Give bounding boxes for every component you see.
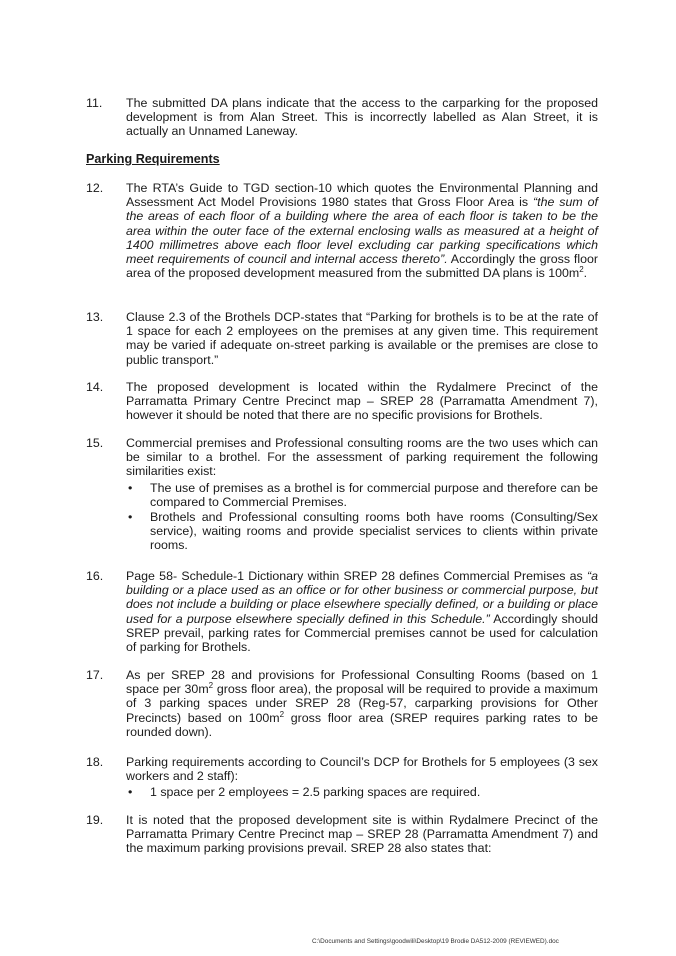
quoted-definition: “a building or a place used as an office or for other business or commercial purpose, but does not include a building or place elsewhere specially defined, or a building or place used for a purpose elsewhere specially defined in this Schedule.” [126,569,598,626]
text-run: As per SREP 28 and provisions for Professional Consulting Rooms (based on 1 space per 30m [126,668,598,697]
bullet-list [126,785,598,799]
paragraph-11 [86,96,598,139]
superscript: 2 [579,265,584,275]
paragraph-number: 19. [86,813,104,827]
paragraph-14 [86,380,598,423]
section-heading: Parking Requirements [86,152,220,166]
paragraph-text: Commercial premises and Professional consulting rooms are the two uses which can be similar to a brothel. For the assessment of parking requirement the following similarities exist: [126,436,598,479]
superscript: 2 [279,709,285,719]
bullet-item: • 1 space per 2 employees = 2.5 parking spaces are required. [126,785,598,799]
paragraph-19 [86,813,598,856]
file-path-footer: C:\Documents and Settings\goodwili\Desktop\19 Brodie DA512-2009 (REVIEWED).doc [312,938,559,945]
paragraph-text [126,181,598,280]
text-run: Accordingly should SREP prevail, parking rates for Commercial premises cannot be used for calculation of parking for Brothels. [126,611,598,655]
paragraph-12 [86,181,598,280]
superscript: 2 [208,681,214,691]
text-run: Page 58- Schedule-1 Dictionary within SREP 28 defines Commercial Premises as [126,569,587,583]
paragraph-number: 16. [86,569,104,583]
paragraph-text: It is noted that the proposed development site is within Rydalmere Precinct of the Parramatta Primary Centre Precinct map – SREP 28 (Parramatta Amendment 7) and the maximum parking provisions prevail. SREP 28 also states that: [126,813,598,856]
paragraph-16 [86,569,598,654]
paragraph-number: 18. [86,755,104,769]
paragraph-text: Clause 2.3 of the Brothels DCP-states that “Parking for brothels is to be at the rate of 1 space for each 2 employees on the premises at any given time. This requirement may be varied if adequate on-street parking is available or the premises are close to public transport.” [126,310,598,367]
paragraph-text: Parking requirements according to Council’s DCP for Brothels for 5 employees (3 sex workers and 2 staff): [126,755,598,784]
paragraph-number: 12. [86,181,104,195]
paragraph-number: 13. [86,310,104,324]
paragraph-number: 17. [86,668,104,682]
paragraph-13 [86,310,598,367]
paragraph-15 [86,436,598,554]
text-run: gross floor area (SREP requires parking rates to be rounded down). [126,710,598,739]
paragraph-number: 11. [86,96,103,110]
paragraph-18 [86,755,598,801]
paragraph-number: 15. [86,436,104,450]
text-run: The RTA’s Guide to TGD section-10 which quotes the Environmental Planning and Assessment Act Model Provisions 1980 states that Gross Floor Area is [126,181,598,210]
paragraph-text [126,569,598,654]
paragraph-number: 14. [86,380,104,394]
text-run: gross floor area), the proposal will be required to provide a maximum of 3 parking spaces under SREP 28 (Reg-57, carparking provisions for Other Precincts) based on 100m [126,682,598,725]
text-run: . [583,266,588,281]
paragraph-text: The submitted DA plans indicate that the access to the carparking for the proposed development is from Alan Street. This is incorrectly labelled as Alan Street, it is actually an Unnamed Laneway. [126,96,598,139]
text-run: Accordingly the gross floor area of the proposed development measured from the submitted DA plans is 100m [126,252,598,281]
paragraph-text: The proposed development is located within the Rydalmere Precinct of the Parramatta Primary Centre Precinct map – SREP 28 (Parramatta Amendment 7), however it should be noted that there are no specific provisions for Brothels. [126,380,598,423]
paragraph-text [126,668,598,739]
bullet-item: • Brothels and Professional consulting rooms both have rooms (Consulting/Sex service), waiting rooms and provide specialist services to clients within private rooms. [126,510,598,553]
bullet-item: • The use of premises as a brothel is for commercial purpose and therefore can be compared to Commercial Premises. [126,481,598,509]
paragraph-17 [86,668,598,739]
bullet-list [126,481,598,553]
quoted-definition: “the sum of the areas of each floor of a building where the area of each floor is taken to be the area within the outer face of the external enclosing walls as measured at a height of 1400 millimetres above each floor level excluding car parking specifications which meet requirements of council and internal access thereto”. [126,195,598,267]
